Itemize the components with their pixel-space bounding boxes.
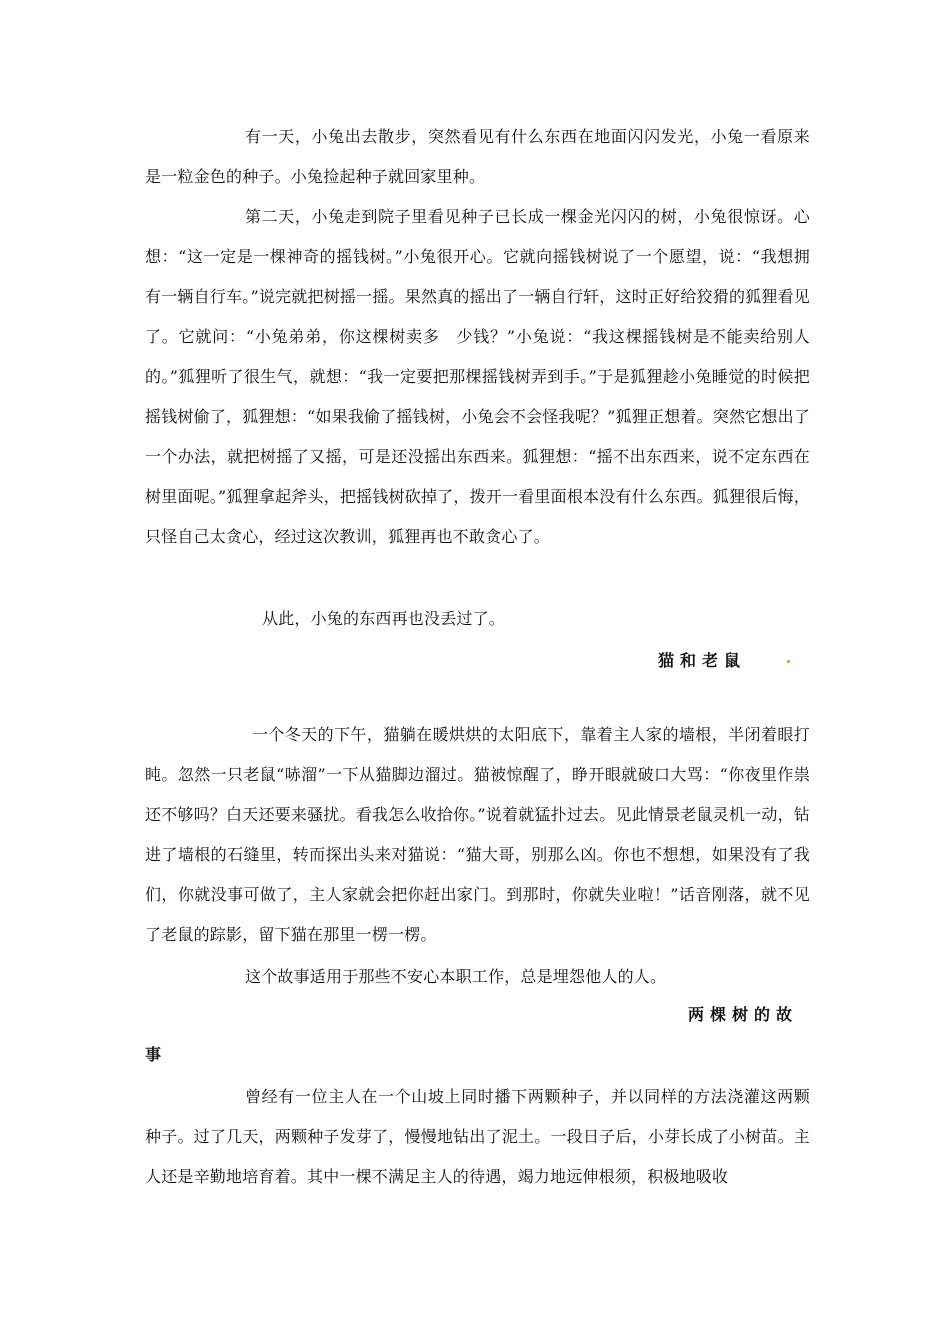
story3-title-line-1: 两棵树的故 — [688, 1005, 799, 1024]
story1-paragraph-1: 有一天，小兔出去散步，突然看见有什么东西在地面闪闪发光，小兔一看原来是一粒金色的种子。小兔捡起种子就回家里种。 — [145, 127, 810, 186]
story2-paragraph-2: 这个故事适用于那些不安心本职工作，总是埋怨他人的人。 — [245, 967, 667, 986]
story2-paragraph-1: 一个冬天的下午，猫躺在暖烘烘的太阳底下，靠着主人家的墙根，半闭着眼打盹。忽然一只老鼠“哧溜”一下从猫脚边溜过。猫被惊醒了，睁开眼就破口大骂：“你夜里作祟还不够吗？白天还要来骚扰。看我怎么收拾你。”说着就猛扑过去。见此情景老鼠灵机一动，钻进了墙根的石缝里，转而探出头来对猫说：“猫大哥，别那么凶。你也不想想，如果没有了我们，你就没事可做了，主人家就会把你赶出家门。到那时，你就失业啦！”话音刚落，就不见了老鼠的踪影，留下猫在那里一楞一楞。 — [145, 725, 810, 944]
story1-paragraph-3: 从此，小兔的东西再也没丢过了。 — [262, 609, 506, 628]
decorative-dot — [787, 660, 790, 663]
story1-paragraph-2: 第二天，小兔走到院子里看见种子已长成一棵金光闪闪的树，小兔很惊讶。心想：“这一定是一棵神奇的摇钱树。”小兔很开心。它就向摇钱树说了一个愿望，说：“我想拥有一辆自行车。”说完就把树摇一摇。果然真的摇出了一辆自行轩，这时正好给狡猾的狐狸看见了。它就问：“小兔弟弟，你这棵树卖多 少钱？”小兔说：“我这棵摇钱树是不能卖给别人的。”狐狸听了很生气，就想：“我一定要把那棵摇钱树弄到手。”于是狐狸趁小兔睡觉的时候把摇钱树偷了，狐狸想：“如果我偷了摇钱树，小兔会不会怪我呢？”狐狸正想着。突然它想出了一个办法，就把树摇了又摇，可是还没摇出东西来。狐狸想：“摇不出东西来，说不定东西在树里面呢。”狐狸拿起斧头，把摇钱树砍掉了，拨开一看里面根本没有什么东西。狐狸很后悔，只怪自己太贪心，经过这次教训，狐狸再也不敢贪心了。 — [145, 207, 810, 546]
story3-paragraph-1: 曾经有一位主人在一个山坡上同时播下两颗种子，并以同样的方法浇灌这两颗种子。过了几天，两颗种子发芽了，慢慢地钻出了泥土。一段日子后，小芽长成了小树苗。主人还是辛勤地培育着。其中一棵不满足主人的待遇，竭力地远伸根须，积极地吸收 — [145, 1087, 810, 1186]
story3-title-line-2: 事 — [145, 1045, 168, 1064]
story2-title: 猫和老鼠 — [658, 651, 747, 670]
